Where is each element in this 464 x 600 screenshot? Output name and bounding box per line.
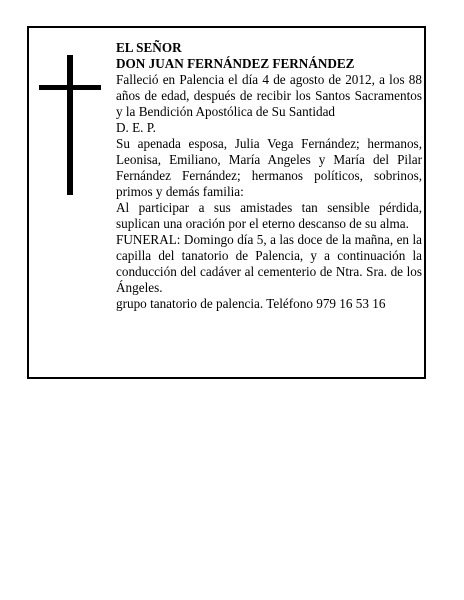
cross-horizontal-bar [39,85,101,90]
request-paragraph: Al participar a sus amistades tan sensible pérdida, suplican una oración por el eterno descanso de su alma. [116,200,422,231]
notice-text [116,40,422,312]
funeral-paragraph: FUNERAL: Domingo día 5, a las doce de la mañna, en la capilla del tanatorio de Palencia, y a continuación la conducción del cadáver al cementerio de Ntra. Sra. de los Ángeles. [116,232,422,295]
rip-line: D. E. P. [116,120,156,135]
deceased-name: DON JUAN FERNÁNDEZ FERNÁNDEZ [116,56,355,71]
obituary-notice [27,26,426,379]
death-paragraph: Falleció en Palencia el día 4 de agosto de 2012, a los 88 años de edad, después de recibir los Santos Sacramentos y la Bendición Apostólica de Su Santidad [116,72,422,119]
title-line-1: EL SEÑOR [116,40,182,55]
cross-vertical-bar [67,55,73,195]
contact-line: grupo tanatorio de palencia. Teléfono 979 16 53 16 [116,296,386,311]
family-paragraph: Su apenada esposa, Julia Vega Fernández; hermanos, Leonisa, Emiliano, María Angeles y María del Pilar Fernández Fernández; hermanos políticos, sobrinos, primos y demás familia: [116,136,422,199]
